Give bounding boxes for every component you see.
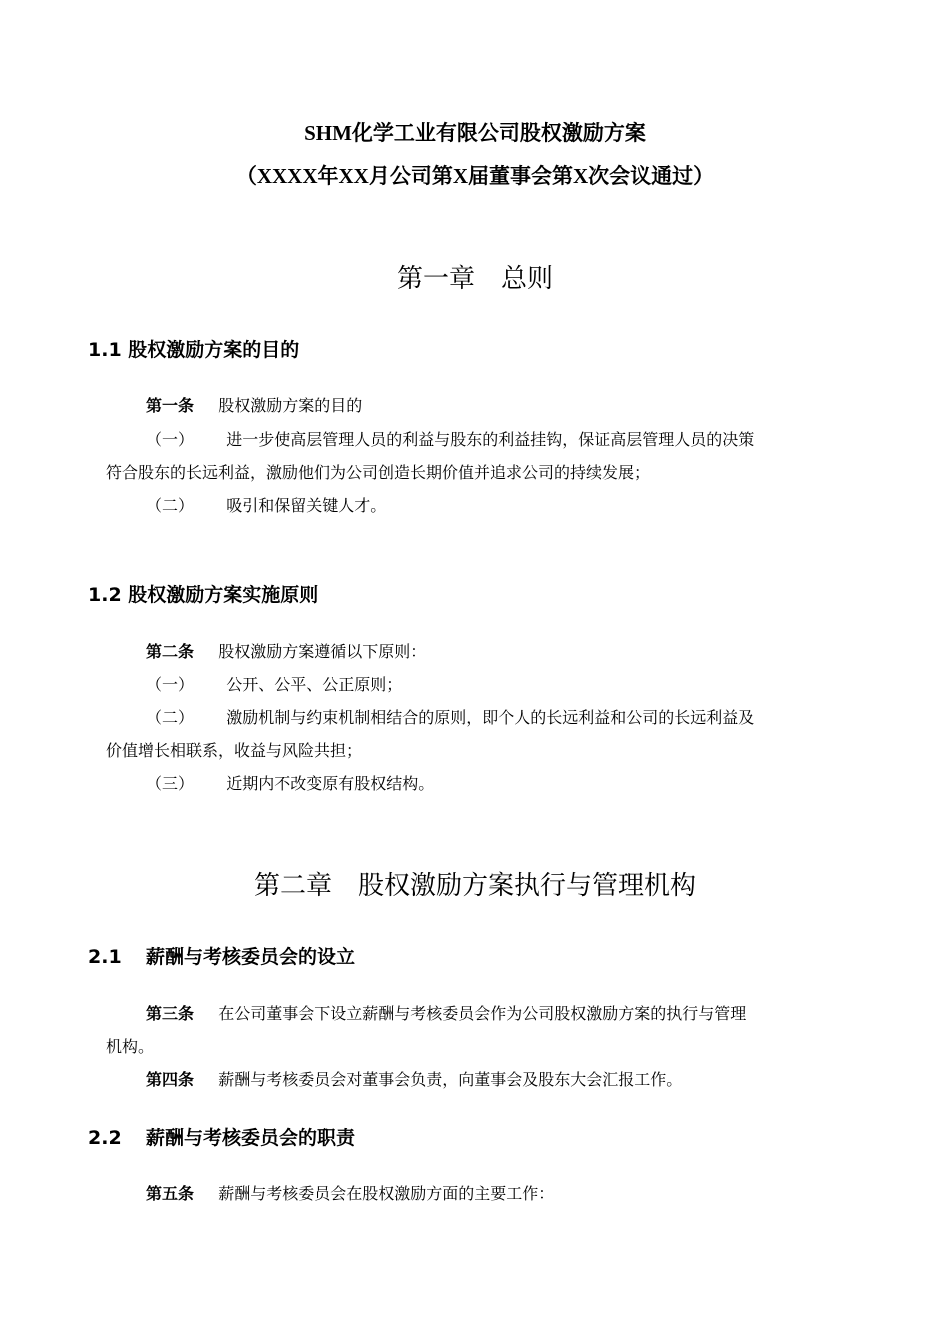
article-1 (146, 389, 362, 423)
article-3-label: 第三条 (146, 1004, 195, 1023)
section-title: 薪酬与考核委员会的职责 (146, 1127, 356, 1149)
article-3-cont: 机构。 (106, 1037, 155, 1056)
item-text: 近期内不改变原有股权结构。 (226, 774, 435, 793)
article-4-text: 薪酬与考核委员会对董事会负责，向董事会及股东大会汇报工作。 (218, 1070, 683, 1089)
article-2-item-1 (146, 668, 402, 702)
article-5 (146, 1177, 554, 1211)
article-2-item-2-cont: 价值增长相联系，收益与风险共担； (106, 741, 363, 760)
article-1-item-1 (146, 423, 754, 457)
section-2-2-heading (88, 1123, 355, 1150)
document-subtitle: （XXXX年XX月公司第X届董事会第X次会议通过） (235, 164, 715, 188)
document-title: SHM化学工业有限公司股权激励方案 (304, 121, 646, 145)
article-4-label: 第四条 (146, 1070, 195, 1089)
section-2-1-heading (88, 942, 355, 969)
item-label: （二） (146, 496, 195, 515)
section-title: 薪酬与考核委员会的设立 (146, 946, 356, 968)
article-5-label: 第五条 (146, 1184, 195, 1203)
article-2-item-2 (146, 701, 754, 735)
item-label: （三） (146, 774, 195, 793)
article-3 (146, 997, 746, 1031)
section-number: 2.1 (88, 946, 122, 968)
article-1-label: 第一条 (146, 396, 195, 415)
item-text: 进一步使高层管理人员的利益与股东的利益挂钩，保证高层管理人员的决策 (226, 430, 755, 449)
article-4 (146, 1063, 682, 1097)
article-2 (146, 635, 426, 669)
article-3-text: 在公司董事会下设立薪酬与考核委员会作为公司股权激励方案的执行与管理 (218, 1004, 747, 1023)
section-1-1-heading: 1.1 股权激励方案的目的 (88, 339, 300, 361)
section-1-2-heading: 1.2 股权激励方案实施原则 (88, 584, 319, 606)
article-1-item-2 (146, 489, 386, 523)
article-1-item-1-cont: 符合股东的长远利益，激励他们为公司创造长期价值并追求公司的持续发展； (106, 463, 651, 482)
item-label: （一） (146, 430, 195, 449)
article-2-label: 第二条 (146, 642, 195, 661)
article-1-text: 股权激励方案的目的 (218, 396, 363, 415)
article-2-text: 股权激励方案遵循以下原则： (218, 642, 427, 661)
item-label: （一） (146, 675, 195, 694)
article-2-item-3 (146, 767, 434, 801)
item-text: 公开、公平、公正原则； (226, 675, 403, 694)
item-text: 吸引和保留关键人才。 (226, 496, 387, 515)
item-label: （二） (146, 708, 195, 727)
article-5-text: 薪酬与考核委员会在股权激励方面的主要工作： (218, 1184, 555, 1203)
chapter-2-heading: 第二章 股权激励方案执行与管理机构 (253, 871, 696, 901)
item-text: 激励机制与约束机制相结合的原则，即个人的长远利益和公司的长远利益及 (226, 708, 755, 727)
section-number: 2.2 (88, 1127, 122, 1149)
chapter-1-heading: 第一章 总则 (396, 264, 553, 294)
